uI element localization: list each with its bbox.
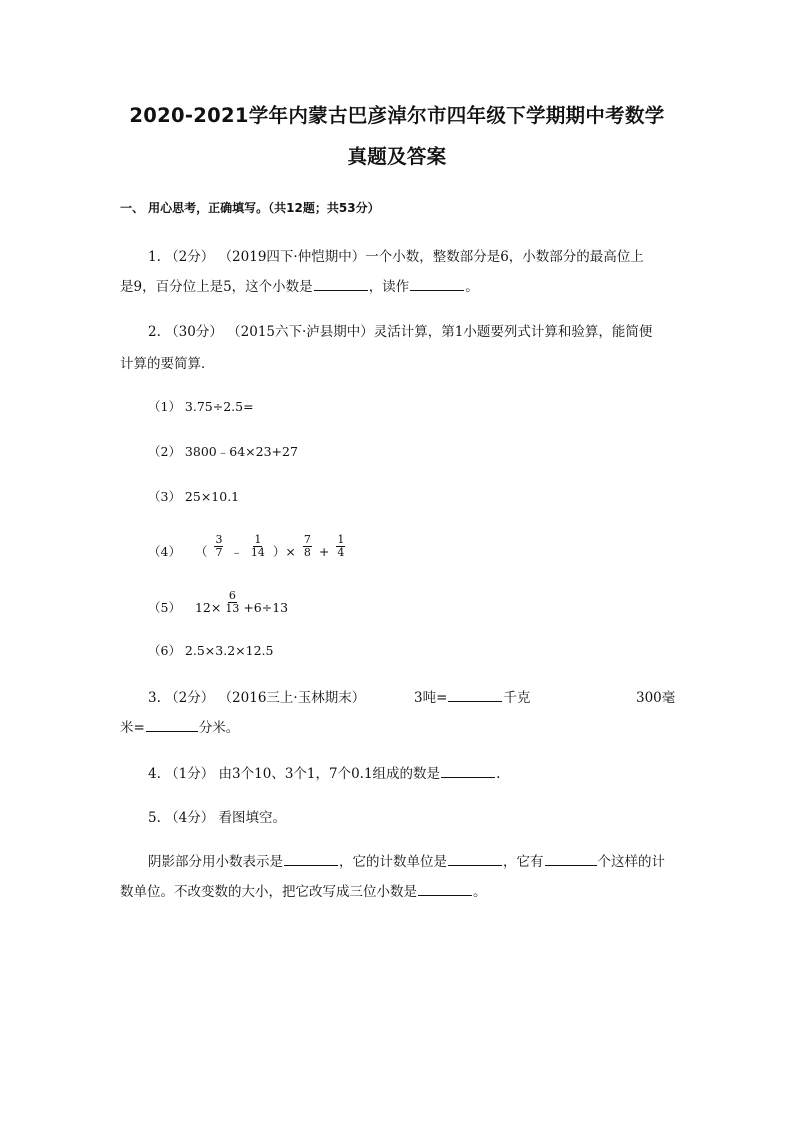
question-5-text: ，它有	[503, 854, 544, 870]
fraction	[303, 534, 312, 559]
question-3-line-1	[148, 686, 365, 706]
close-paren-times: ）×	[272, 544, 296, 559]
question-5-text: 。	[473, 884, 487, 900]
denominator: 14	[250, 546, 265, 559]
fraction	[224, 590, 240, 615]
sub-question-5	[148, 589, 289, 621]
question-5-text: 个这样的计	[597, 854, 665, 870]
question-1-text: 是9，百分位上是5，这个小数是	[120, 279, 313, 295]
answer-blank[interactable]	[284, 864, 338, 866]
question-5-text: 阴影部分用小数表示是	[148, 854, 283, 870]
question-4	[148, 762, 500, 782]
question-2-line-1: 2. （30分） （2015六下·泸县期中）灵活计算，第1小题要列式计算和验算，能简便	[148, 324, 653, 340]
plus-sign: +	[318, 544, 330, 559]
question-1-line-1: 1. （2分） （2019四下·仲恺期中）一个小数，整数部分是6，小数部分的最高位上	[148, 249, 644, 265]
question-3-text: 千克	[503, 690, 531, 706]
answer-blank[interactable]	[410, 289, 464, 291]
denominator: 7	[215, 546, 223, 559]
answer-blank[interactable]	[448, 864, 502, 866]
question-5-text: ，它的计数单位是	[339, 854, 447, 870]
sub-question-1: （1） 3.75÷2.5=	[148, 399, 254, 414]
sub-question-4	[148, 533, 348, 565]
question-2-line-2: 计算的要简算．	[120, 356, 215, 372]
sub-question-3: （3） 25×10.1	[148, 489, 240, 504]
numerator: 1	[337, 533, 345, 546]
question-4-text: 4. （1分） 由3个10、3个1，7个0.1组成的数是	[148, 766, 441, 782]
answer-blank[interactable]	[545, 864, 597, 866]
numerator: 1	[254, 533, 262, 546]
fraction	[214, 534, 223, 559]
expression-part: 12×	[194, 600, 222, 615]
question-4-text: .	[496, 766, 501, 782]
question-3-text: 3. （2分） （2016三上·玉林期末）	[148, 690, 366, 706]
sub-question-6: （6） 2.5×3.2×12.5	[148, 643, 274, 658]
question-3-text: 米=	[120, 720, 145, 736]
answer-blank[interactable]	[314, 289, 368, 291]
question-1-text: 。	[465, 279, 479, 295]
sub-question-label: （4）	[148, 544, 181, 559]
question-3-line-2	[120, 716, 239, 736]
question-1-text: ，读作	[368, 279, 410, 295]
question-5-paragraph-line-2	[120, 880, 487, 900]
question-1-line-2	[120, 275, 479, 295]
sub-question-label: （5）	[148, 600, 181, 615]
denominator: 13	[225, 602, 240, 615]
answer-blank[interactable]	[146, 730, 198, 732]
document-title-continued: 真题及答案	[347, 145, 447, 168]
expression-part: +6÷13	[243, 600, 289, 615]
question-3-conversion	[414, 686, 530, 706]
minus-sign: ﹣	[230, 544, 243, 559]
question-5-text: 数单位。不改变数的大小，把它改写成三位小数是	[120, 884, 417, 900]
denominator: 8	[303, 546, 311, 559]
document-title: 2020-2021学年内蒙古巴彦淖尔市四年级下学期期中考数学	[129, 104, 665, 127]
question-3-text: 分米。	[198, 720, 240, 736]
question-3-text: 3吨=	[414, 690, 448, 706]
question-5-line-1: 5. （4分） 看图填空。	[148, 810, 287, 826]
question-3-text-end: 300毫	[636, 690, 676, 706]
answer-blank[interactable]	[418, 894, 472, 896]
open-paren: （	[194, 544, 208, 559]
numerator: 7	[303, 533, 311, 546]
denominator: 4	[337, 546, 345, 559]
answer-blank[interactable]	[448, 700, 502, 702]
numerator: 6	[228, 589, 236, 602]
fraction	[336, 534, 345, 559]
answer-blank[interactable]	[441, 776, 495, 778]
fraction	[250, 534, 266, 559]
sub-question-2: （2） 3800﹣64×23+27	[148, 444, 298, 459]
numerator: 3	[215, 533, 223, 546]
section-heading: 一、 用心思考，正确填写。（共12题；共53分）	[120, 201, 380, 215]
question-5-paragraph-line-1	[148, 850, 665, 870]
